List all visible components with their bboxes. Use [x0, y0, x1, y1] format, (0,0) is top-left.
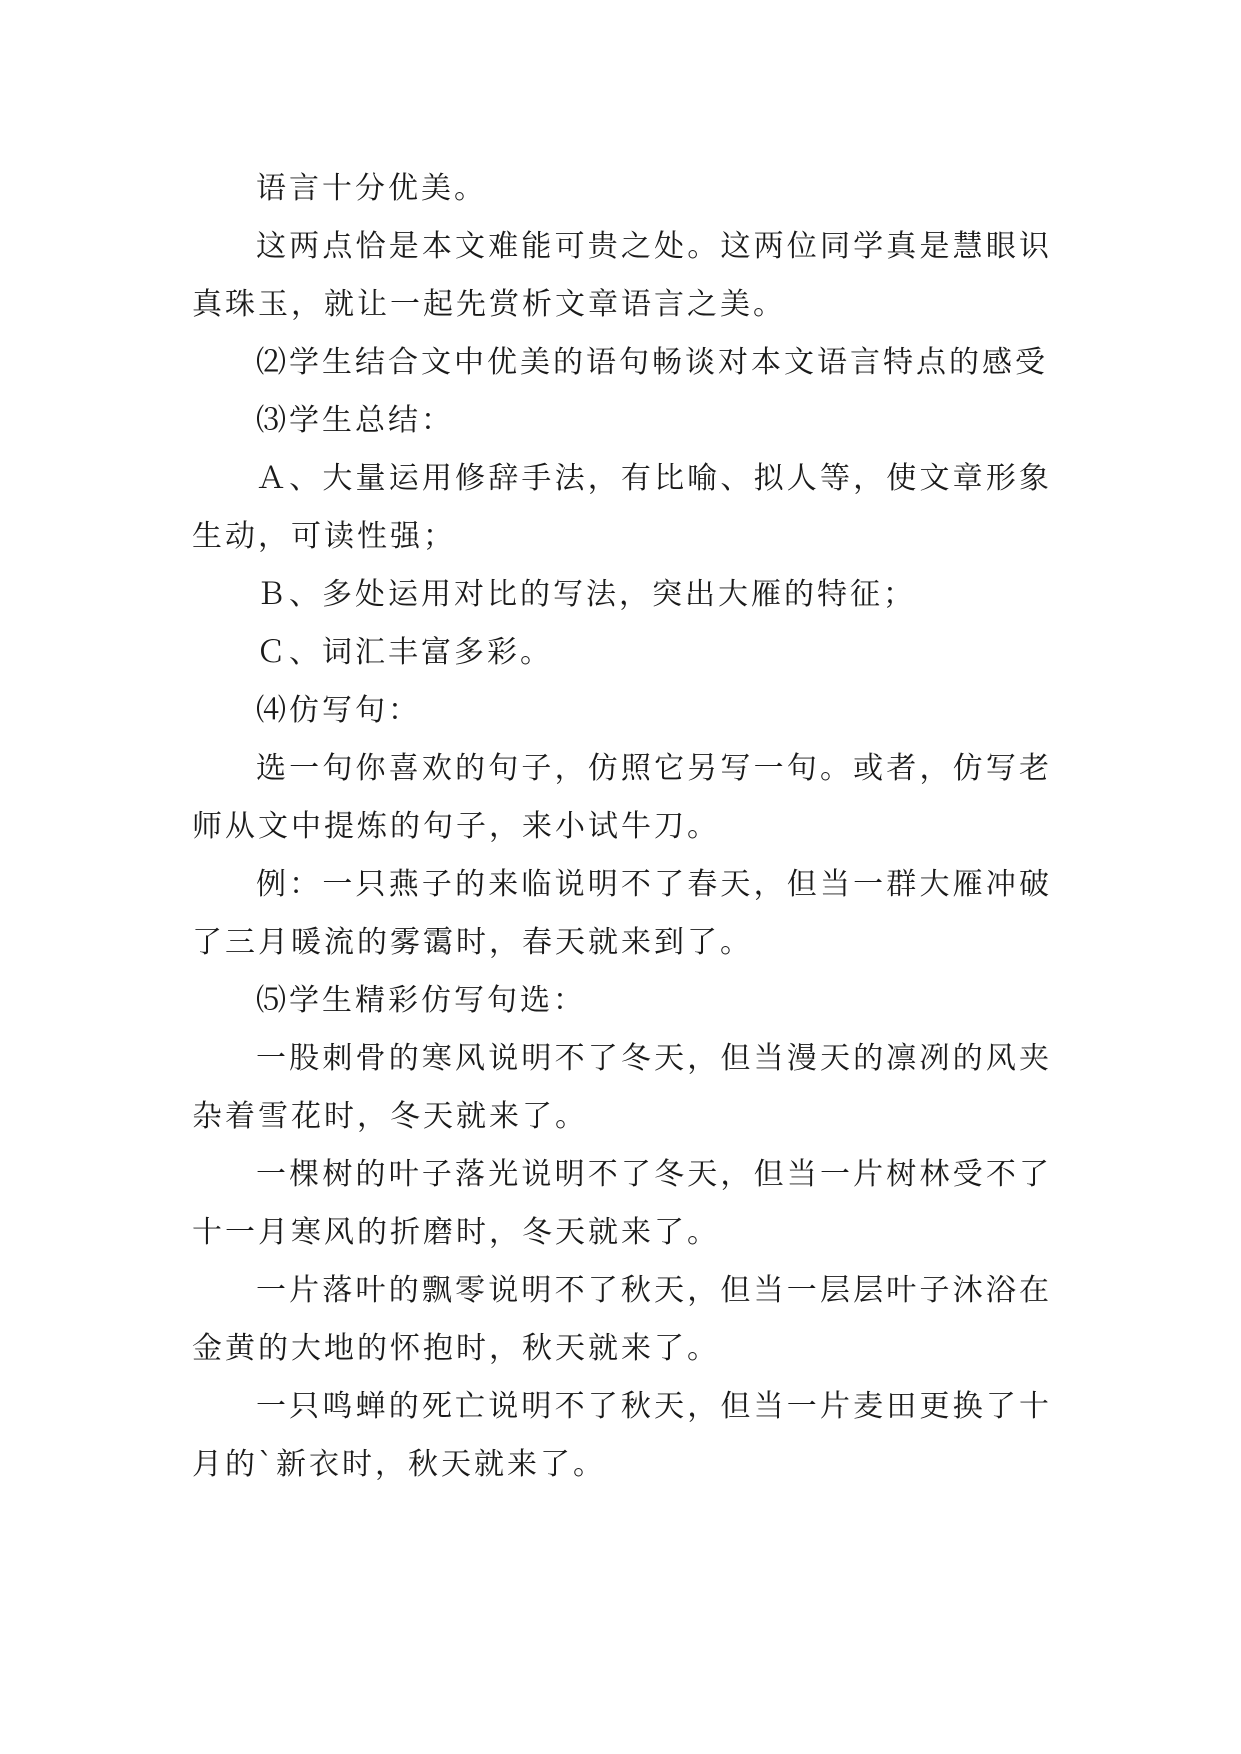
paragraph-point-a: Ａ、大量运用修辞手法，有比喻、拟人等，使文章形象生动，可读性强；: [192, 461, 1052, 554]
paragraph-sample-2: 一棵树的叶子落光说明不了冬天，但当一片树林受不了十一月寒风的折磨时，冬天就来了。: [192, 1157, 1052, 1250]
paragraph-step-4: ⑷仿写句：: [256, 693, 421, 728]
paragraph-instruction: 选一句你喜欢的句子，仿照它另写一句。或者，仿写老师从文中提炼的句子，来小试牛刀。: [192, 751, 1052, 844]
paragraph-step-2: ⑵学生结合文中优美的语句畅谈对本文语言特点的感受: [256, 345, 1048, 380]
paragraph-point-b: Ｂ、多处运用对比的写法，突出大雁的特征；: [256, 577, 916, 612]
paragraph-commentary: 这两点恰是本文难能可贵之处。这两位同学真是慧眼识真珠玉，就让一起先赏析文章语言之美。: [192, 229, 1052, 322]
paragraph-point-c: Ｃ、词汇丰富多彩。: [256, 635, 553, 670]
document-body: [192, 160, 1052, 1494]
paragraph-intro-ending: 语言十分优美。: [256, 171, 487, 206]
paragraph-example: 例：一只燕子的来临说明不了春天，但当一群大雁冲破了三月暖流的雾霭时，春天就来到了。: [192, 867, 1052, 960]
paragraph-sample-3: 一片落叶的飘零说明不了秋天，但当一层层叶子沐浴在金黄的大地的怀抱时，秋天就来了。: [192, 1273, 1052, 1366]
paragraph-sample-4: 一只鸣蝉的死亡说明不了秋天，但当一片麦田更换了十月的`新衣时，秋天就来了。: [192, 1389, 1052, 1482]
paragraph-step-5: ⑸学生精彩仿写句选：: [256, 983, 586, 1018]
paragraph-step-3: ⑶学生总结：: [256, 403, 454, 438]
paragraph-sample-1: 一股刺骨的寒风说明不了冬天，但当漫天的凛冽的风夹杂着雪花时，冬天就来了。: [192, 1041, 1052, 1134]
